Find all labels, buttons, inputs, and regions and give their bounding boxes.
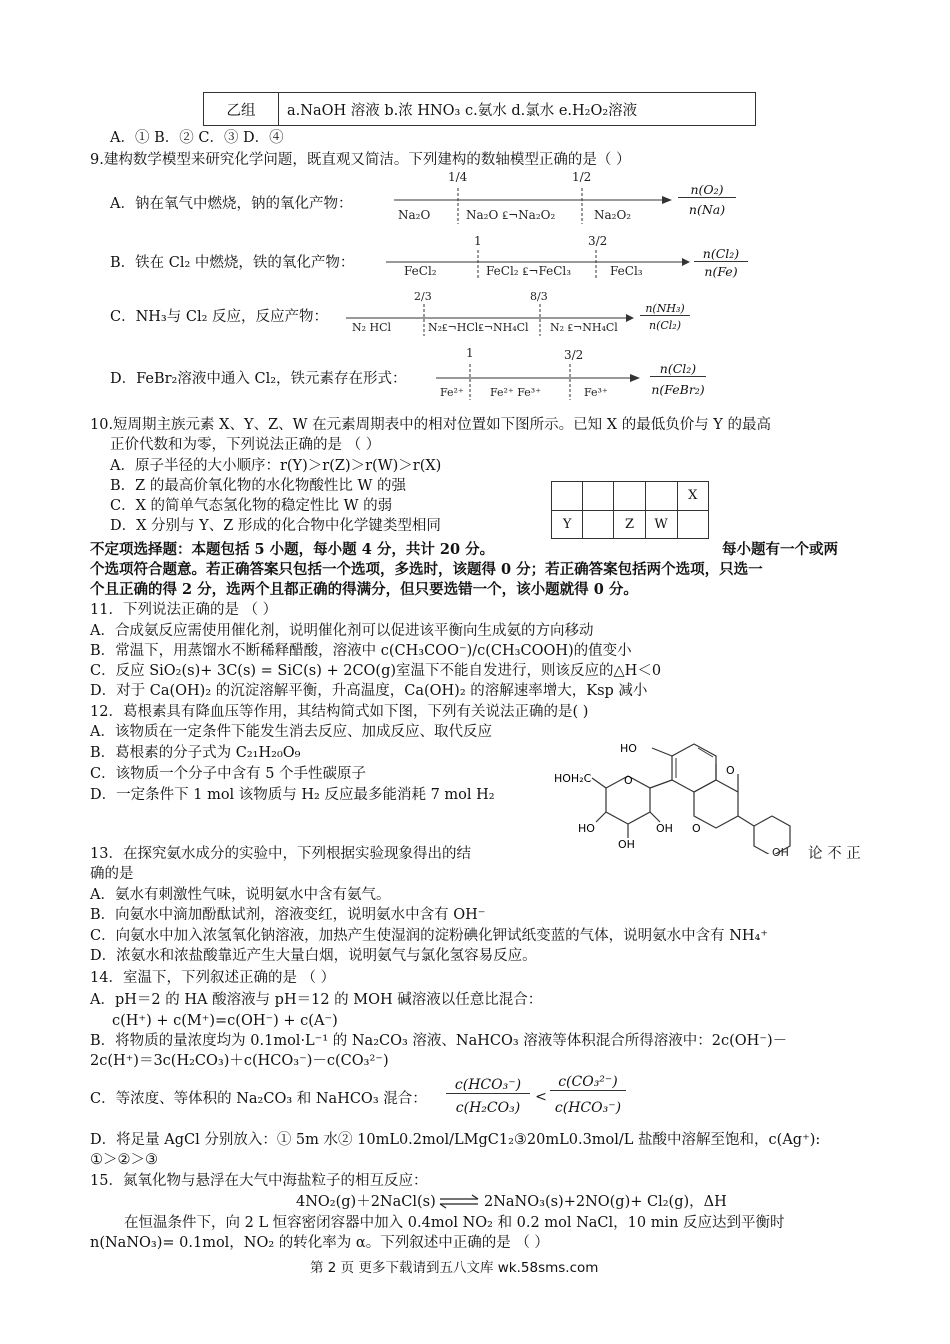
q9-a-seg1: Na₂O (398, 208, 431, 222)
q13-stem-tail: 论 不 正 (808, 846, 861, 862)
q9-c-seg1: N₂ HCl (352, 321, 392, 334)
q9-a-seg3: Na₂O₂ (594, 208, 632, 222)
q9-a-numerator: n(O₂) (678, 182, 736, 198)
q10-stem-line1: 10.短周期主族元素 X、Y、Z、W 在元素周期表中的相对位置如下图所示。已知 X 的最低负价与 Y 的最高 (90, 417, 771, 433)
grid-cell (645, 482, 677, 511)
q14-option-a-eq: c(H⁺) + c(M⁺)=c(OH⁻) + c(A⁻) (112, 1013, 338, 1029)
puerarin-structure (548, 734, 798, 854)
q9-d-denominator: n(FeBr₂) (651, 382, 705, 397)
mol-label: O (692, 822, 701, 835)
q9-d-seg1: Fe²⁺ (440, 386, 464, 399)
q9-a-denominator: n(Na) (688, 202, 726, 217)
grid-cell-y: Y (552, 510, 583, 539)
q14-option-b: B．将物质的量浓度均为 0.1mol·L⁻¹ 的 Na₂CO₃ 溶液、NaHCO₃ 溶液等体积混合所得溶液中：2c(OH⁻)－ (90, 1033, 788, 1049)
q9-b-numerator: n(Cl₂) (694, 246, 748, 262)
group-name: 乙组 (204, 93, 279, 126)
mol-label: HO (578, 822, 595, 835)
mol-label-oh: OH (772, 846, 789, 859)
q14-c-frac2-den: c(HCO₃⁻) (554, 1100, 622, 1116)
grid-cell-w: W (645, 510, 677, 539)
q12-stem: 12．葛根素具有降血压等作用，其结构简式如下图，下列有关说法正确的是( ) (90, 704, 589, 720)
section-line2: 个选项符合题意。若正确答案只包括一个选项，多选时，该题得 0 分；若正确答案包括两个选项，只选一 (90, 561, 763, 578)
grid-cell (677, 510, 709, 539)
q9-d-label: D．FeBr₂溶液中通入 Cl₂，铁元素存在形式： (110, 371, 407, 387)
q13-option-a: A．氨水有刺激性气味，说明氨水中含有氨气。 (90, 887, 391, 903)
q13-option-b: B．向氨水中滴加酚酞试剂，溶液变红，说明氨水中含有 OH⁻ (90, 907, 486, 923)
mol-label: O (624, 774, 633, 787)
q9-b-denominator: n(Fe) (704, 264, 738, 279)
q14-c-frac1-num: c(HCO₃⁻) (446, 1077, 530, 1094)
periodic-grid (551, 481, 709, 539)
q15-eq-left: 4NO₂(g)＋2NaCl(s) (296, 1194, 436, 1210)
q9-b-seg3: FeCl₃ (610, 264, 643, 278)
grid-cell-x: X (677, 482, 709, 511)
q10-stem-line2: 正价代数和为零，下列说法正确的是 （ ） (110, 437, 381, 453)
q11-option-b: B．常温下，用蒸馏水不断稀释醋酸，溶液中 c(CH₃COO⁻)/c(CH₃COOH)的值变小 (90, 643, 632, 659)
q10-option-a: A．原子半径的大小顺序：r(Y)＞r(Z)＞r(W)＞r(X) (110, 458, 442, 474)
grid-cell (583, 510, 614, 539)
section-title: 不定项选择题：本题包括 5 小题，每小题 4 分，共计 20 分。 (90, 541, 495, 558)
group-options: a.NaOH 溶液 b.浓 HNO₃ c.氨水 d.氯水 e.H₂O₂溶液 (279, 93, 756, 126)
q15-stem: 15．氮氧化物与悬浮在大气中海盐粒子的相互反应： (90, 1173, 428, 1189)
q14-option-d-order: ①＞②＞③ (90, 1152, 158, 1168)
q15-body-line2: n(NaNO₃)= 0.1mol，NO₂ 的转化率为 α。下列叙述中正确的是 （ ） (90, 1235, 549, 1251)
q13-stem-line2: 确的是 (90, 866, 134, 882)
q12-option-c: C．该物质一个分子中含有 5 个手性碳原子 (90, 766, 367, 782)
grid-cell-z: Z (614, 510, 645, 539)
mol-label: O (726, 764, 735, 777)
q9-c-tick1: 2/3 (414, 290, 432, 303)
q10-option-b: B．Z 的最高价氧化物的水化物酸性比 W 的强 (110, 478, 406, 494)
mol-label: HO (620, 742, 637, 755)
q9-c-tick2: 8/3 (530, 290, 548, 303)
q14-option-c: C．等浓度、等体积的 Na₂CO₃ 和 NaHCO₃ 混合： (90, 1091, 427, 1107)
q9-c-denominator: n(Cl₂) (648, 319, 681, 332)
grid-cell (552, 482, 583, 511)
q9-a-seg2: Na₂O ₤¬Na₂O₂ (466, 208, 556, 222)
q8-choices: A．① B．② C．③ D．④ (110, 130, 284, 146)
mol-label: OH (656, 822, 673, 835)
q15-eq-right: 2NaNO₃(s)+2NO(g)+ Cl₂(g)，ΔH (484, 1194, 727, 1210)
q12-option-b: B．葛根素的分子式为 C₂₁H₂₀O₉ (90, 745, 301, 761)
mol-label: OH (618, 838, 635, 851)
q9-b-seg2: FeCl₂ ₤¬FeCl₃ (486, 264, 572, 278)
q15-body-line1: 在恒温条件下，向 2 L 恒容密闭容器中加入 0.4mol NO₂ 和 0.2 mol NaCl，10 min 反应达到平衡时 (124, 1215, 785, 1231)
q10-option-c: C．X 的简单气态氢化物的稳定性比 W 的弱 (110, 498, 393, 514)
q9-a-label: A．钠在氧气中燃烧，钠的氧化产物： (110, 196, 353, 212)
q12-option-d: D．一定条件下 1 mol 该物质与 H₂ 反应最多能消耗 7 mol H₂ (90, 787, 495, 803)
mol-label: HOH₂C (554, 772, 592, 785)
section-line1-tail: 每小题有一个或两 (722, 541, 838, 558)
q9-a-tick2: 1/2 (572, 170, 592, 184)
q9-d-seg2: Fe²⁺ Fe³⁺ (490, 386, 542, 399)
q11-option-a: A．合成氨反应需使用催化剂，说明催化剂可以促进该平衡向生成氨的方向移动 (90, 623, 594, 639)
q9-c-seg2: N₂₤¬HCl₤¬NH₄Cl (428, 321, 529, 334)
q11-stem: 11．下列说法正确的是 （ ） (90, 602, 278, 618)
q9-b-seg1: FeCl₂ (404, 264, 437, 278)
q11-option-d: D．对于 Ca(OH)₂ 的沉淀溶解平衡，升高温度，Ca(OH)₂ 的溶解速率增大，Ksp 减小 (90, 683, 648, 699)
q9-b-tick1: 1 (474, 234, 482, 248)
q13-option-d: D．浓氨水和浓盐酸靠近产生大量白烟，说明氨气与氯化氢容易反应。 (90, 948, 537, 964)
page-footer: 第 2 页 更多下载请到五八文库 wk.58sms.com (310, 1260, 599, 1276)
q9-a-tick1: 1/4 (448, 170, 468, 184)
q11-option-c: C．反应 SiO₂(s)+ 3C(s) = SiC(s) + 2CO(g)室温下不能自发进行，则该反应的△H＜0 (90, 663, 662, 679)
q9-d-tick1: 1 (466, 346, 474, 360)
q9-c-label: C．NH₃与 Cl₂ 反应，反应产物： (110, 309, 329, 325)
q14-c-frac1-den: c(H₂CO₃) (455, 1100, 521, 1116)
q9-b-label: B．铁在 Cl₂ 中燃烧，铁的氧化产物： (110, 255, 355, 271)
q13-stem-line1: 13．在探究氨水成分的实验中，下列根据实验现象得出的结 (90, 846, 471, 862)
q9-c-seg3: N₂ ₤¬NH₄Cl (550, 321, 618, 334)
q14-option-a: A．pH＝2 的 HA 酸溶液与 pH＝12 的 MOH 碱溶液以任意比混合： (90, 992, 543, 1008)
q10-option-d: D．X 分别与 Y、Z 形成的化合物中化学键类型相同 (110, 518, 441, 534)
q9-d-numerator: n(Cl₂) (650, 361, 706, 377)
q13-option-c: C．向氨水中加入浓氢氧化钠溶液，加热产生使湿润的淀粉碘化钾试纸变蓝的气体，说明氨水中含有 NH₄⁺ (90, 928, 768, 944)
grid-cell (614, 482, 645, 511)
q14-c-less-than: < (535, 1089, 547, 1105)
q14-option-b-eq: 2c(H⁺)＝3c(H₂CO₃)＋c(HCO₃⁻)－c(CO₃²⁻) (90, 1053, 389, 1069)
q12-option-a: A．该物质在一定条件下能发生消去反应、加成反应、取代反应 (90, 724, 492, 740)
q9-stem: 9.建构数学模型来研究化学问题，既直观又简洁。下列建构的数轴模型正确的是（ ） (90, 152, 631, 168)
q14-option-d: D．将足量 AgCl 分别放入：① 5m 水② 10mL0.2mol/LMgC1₂③20mL0.3mol/L 盐酸中溶解至饱和，c(Ag⁺): (90, 1132, 821, 1148)
grid-cell (583, 482, 614, 511)
q9-c-numerator: n(NH₃) (640, 302, 690, 316)
q9-d-tick2: 3/2 (564, 348, 584, 362)
q14-c-frac2-num: c(CO₃²⁻) (550, 1074, 626, 1091)
equilibrium-arrow-icon (438, 1193, 482, 1211)
q9-d-seg3: Fe³⁺ (584, 386, 608, 399)
section-line3: 个且正确的得 2 分，选两个且都正确的得满分，但只要选错一个，该小题就得 0 分。 (90, 581, 638, 598)
q9-d-number-line (432, 348, 652, 404)
group-table (203, 92, 756, 126)
q14-stem: 14．室温下，下列叙述正确的是 （ ） (90, 970, 336, 986)
q9-b-tick2: 3/2 (588, 234, 608, 248)
